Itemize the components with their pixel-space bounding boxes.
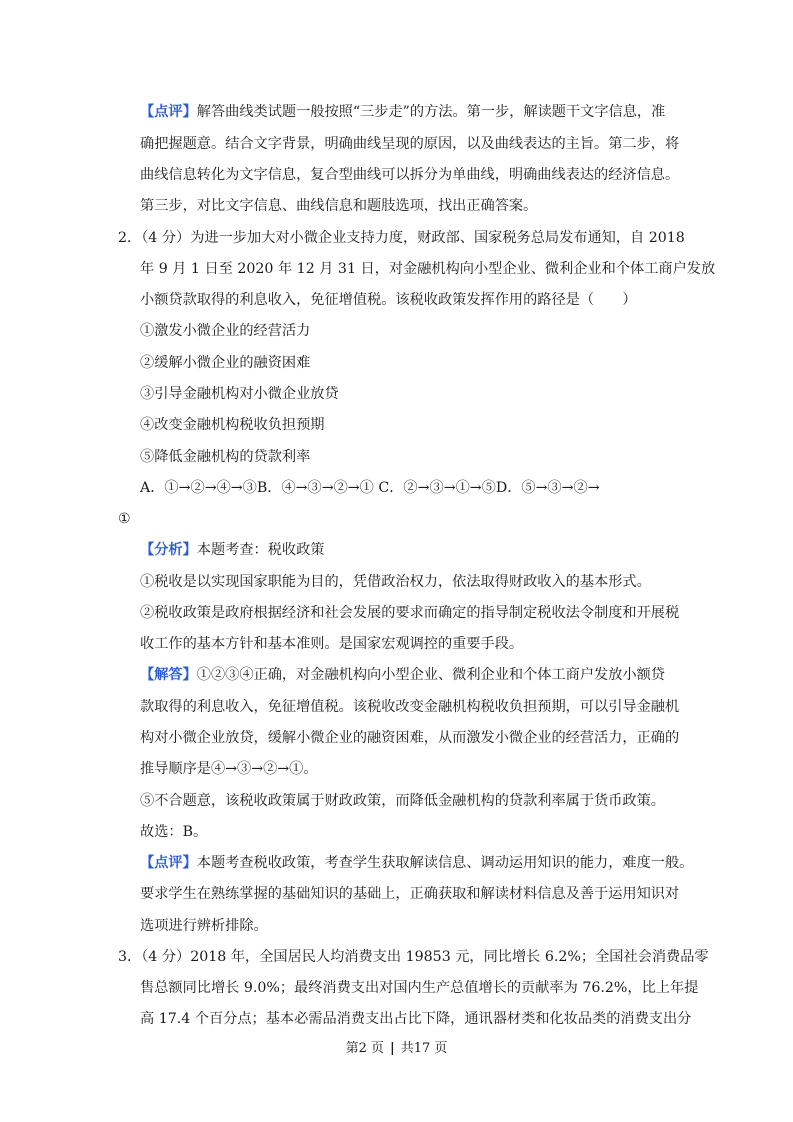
analysis-line: 【分析】本题考查：税收政策 [140, 542, 325, 558]
review-line: 要求学生在熟练掌握的基础知识的基础上，正确获取和解读材料信息及善于运用知识对 [140, 886, 680, 902]
analysis-line: 收工作的基本方针和基本准则。是国家宏观调控的重要手段。 [140, 636, 524, 652]
question-2-stem: 小额贷款取得的利息收入，免征增值税。该税收政策发挥作用的路径是（ ） [140, 292, 637, 308]
question-2-options: A．①→②→④→③B．④→③→②→① C．②→③→①→⑤D．⑤→③→②→ [140, 480, 600, 496]
answer-line: 构对小微企业放贷，缓解小微企业的融资困难，从而激发小微企业的经营活力，正确的 [140, 730, 680, 746]
review-tag: 【点评】 [140, 855, 197, 871]
total-pages: 共17 页 [400, 1041, 448, 1056]
review-line: 第三步，对比文字信息、曲线信息和题肢选项，找出正确答案。 [140, 198, 538, 214]
analysis-line: ②税收政策是政府根据经济和社会发展的要求而确定的指导制定税收法令制度和开展税 [140, 605, 680, 621]
answer-line: 故选：B。 [140, 824, 208, 840]
answer-line: 推导顺序是④→③→②→①。 [140, 761, 318, 777]
question-2-stem: 年 9 月 1 日至 2020 年 12 月 31 日，对金融机构向小型企业、微利企业和个体工商户发放 [140, 261, 716, 277]
answer-line: 【解答】①②③④正确，对金融机构向小型企业、微利企业和个体工商户发放小额贷 [140, 667, 665, 683]
question-2-options: ① [118, 511, 131, 527]
analysis-tag: 【分析】 [140, 542, 197, 558]
question-2-item: ④改变金融机构税收负担预期 [140, 417, 325, 433]
review-line: 【点评】本题考查税收政策，考查学生获取解读信息、调动运用知识的能力，难度一般。 [140, 855, 694, 871]
question-2-item: ③引导金融机构对小微企业放贷 [140, 386, 339, 402]
question-3-stem: 高 17.4 个百分点；基本必需品消费支出占比下降，通讯器材类和化妆品类的消费支出分 [140, 1011, 692, 1027]
answer-line: 款取得的利息收入，免征增值税。该税收改变金融机构税收负担预期，可以引导金融机 [140, 699, 680, 715]
review-line: 【点评】解答曲线类试题一般按照“三步走”的方法。第一步，解读题干文字信息，准 [140, 104, 666, 120]
review-line: 确把握题意。结合文字背景，明确曲线呈现的原因，以及曲线表达的主旨。第二步，将 [140, 136, 680, 152]
question-2-stem: 2．（4 分）为进一步加大对小微企业支持力度，财政部、国家税务总局发布通知，自 2018 [118, 230, 685, 246]
answer-tag: 【解答】 [140, 667, 197, 683]
question-2-item: ②缓解小微企业的融资困难 [140, 355, 311, 371]
footer-separator: | [389, 1041, 395, 1056]
answer-line: ⑤不合题意，该税收政策属于财政政策，而降低金融机构的贷款利率属于货币政策。 [140, 793, 665, 809]
question-3-stem: 3．（4 分）2018 年，全国居民人均消费支出 19853 元，同比增长 6.2%；全国社会消费品零 [118, 949, 709, 965]
page-footer [0, 1040, 793, 1058]
analysis-line: ①税收是以实现国家职能为目的，凭借政治权力，依法取得财政收入的基本形式。 [140, 574, 651, 590]
review-line: 选项进行辨析排除。 [140, 918, 268, 934]
question-3-stem: 售总额同比增长 9.0%；最终消费支出对国内生产总值增长的贡献率为 76.2%，比上年提 [140, 980, 699, 996]
review-line: 曲线信息转化为文字信息，复合型曲线可以拆分为单曲线，明确曲线表达的经济信息。 [140, 167, 680, 183]
page-number: 第2 页 [345, 1041, 384, 1056]
question-2-item: ①激发小微企业的经营活力 [140, 323, 311, 339]
review-tag: 【点评】 [140, 104, 197, 120]
question-2-item: ⑤降低金融机构的贷款利率 [140, 449, 311, 465]
